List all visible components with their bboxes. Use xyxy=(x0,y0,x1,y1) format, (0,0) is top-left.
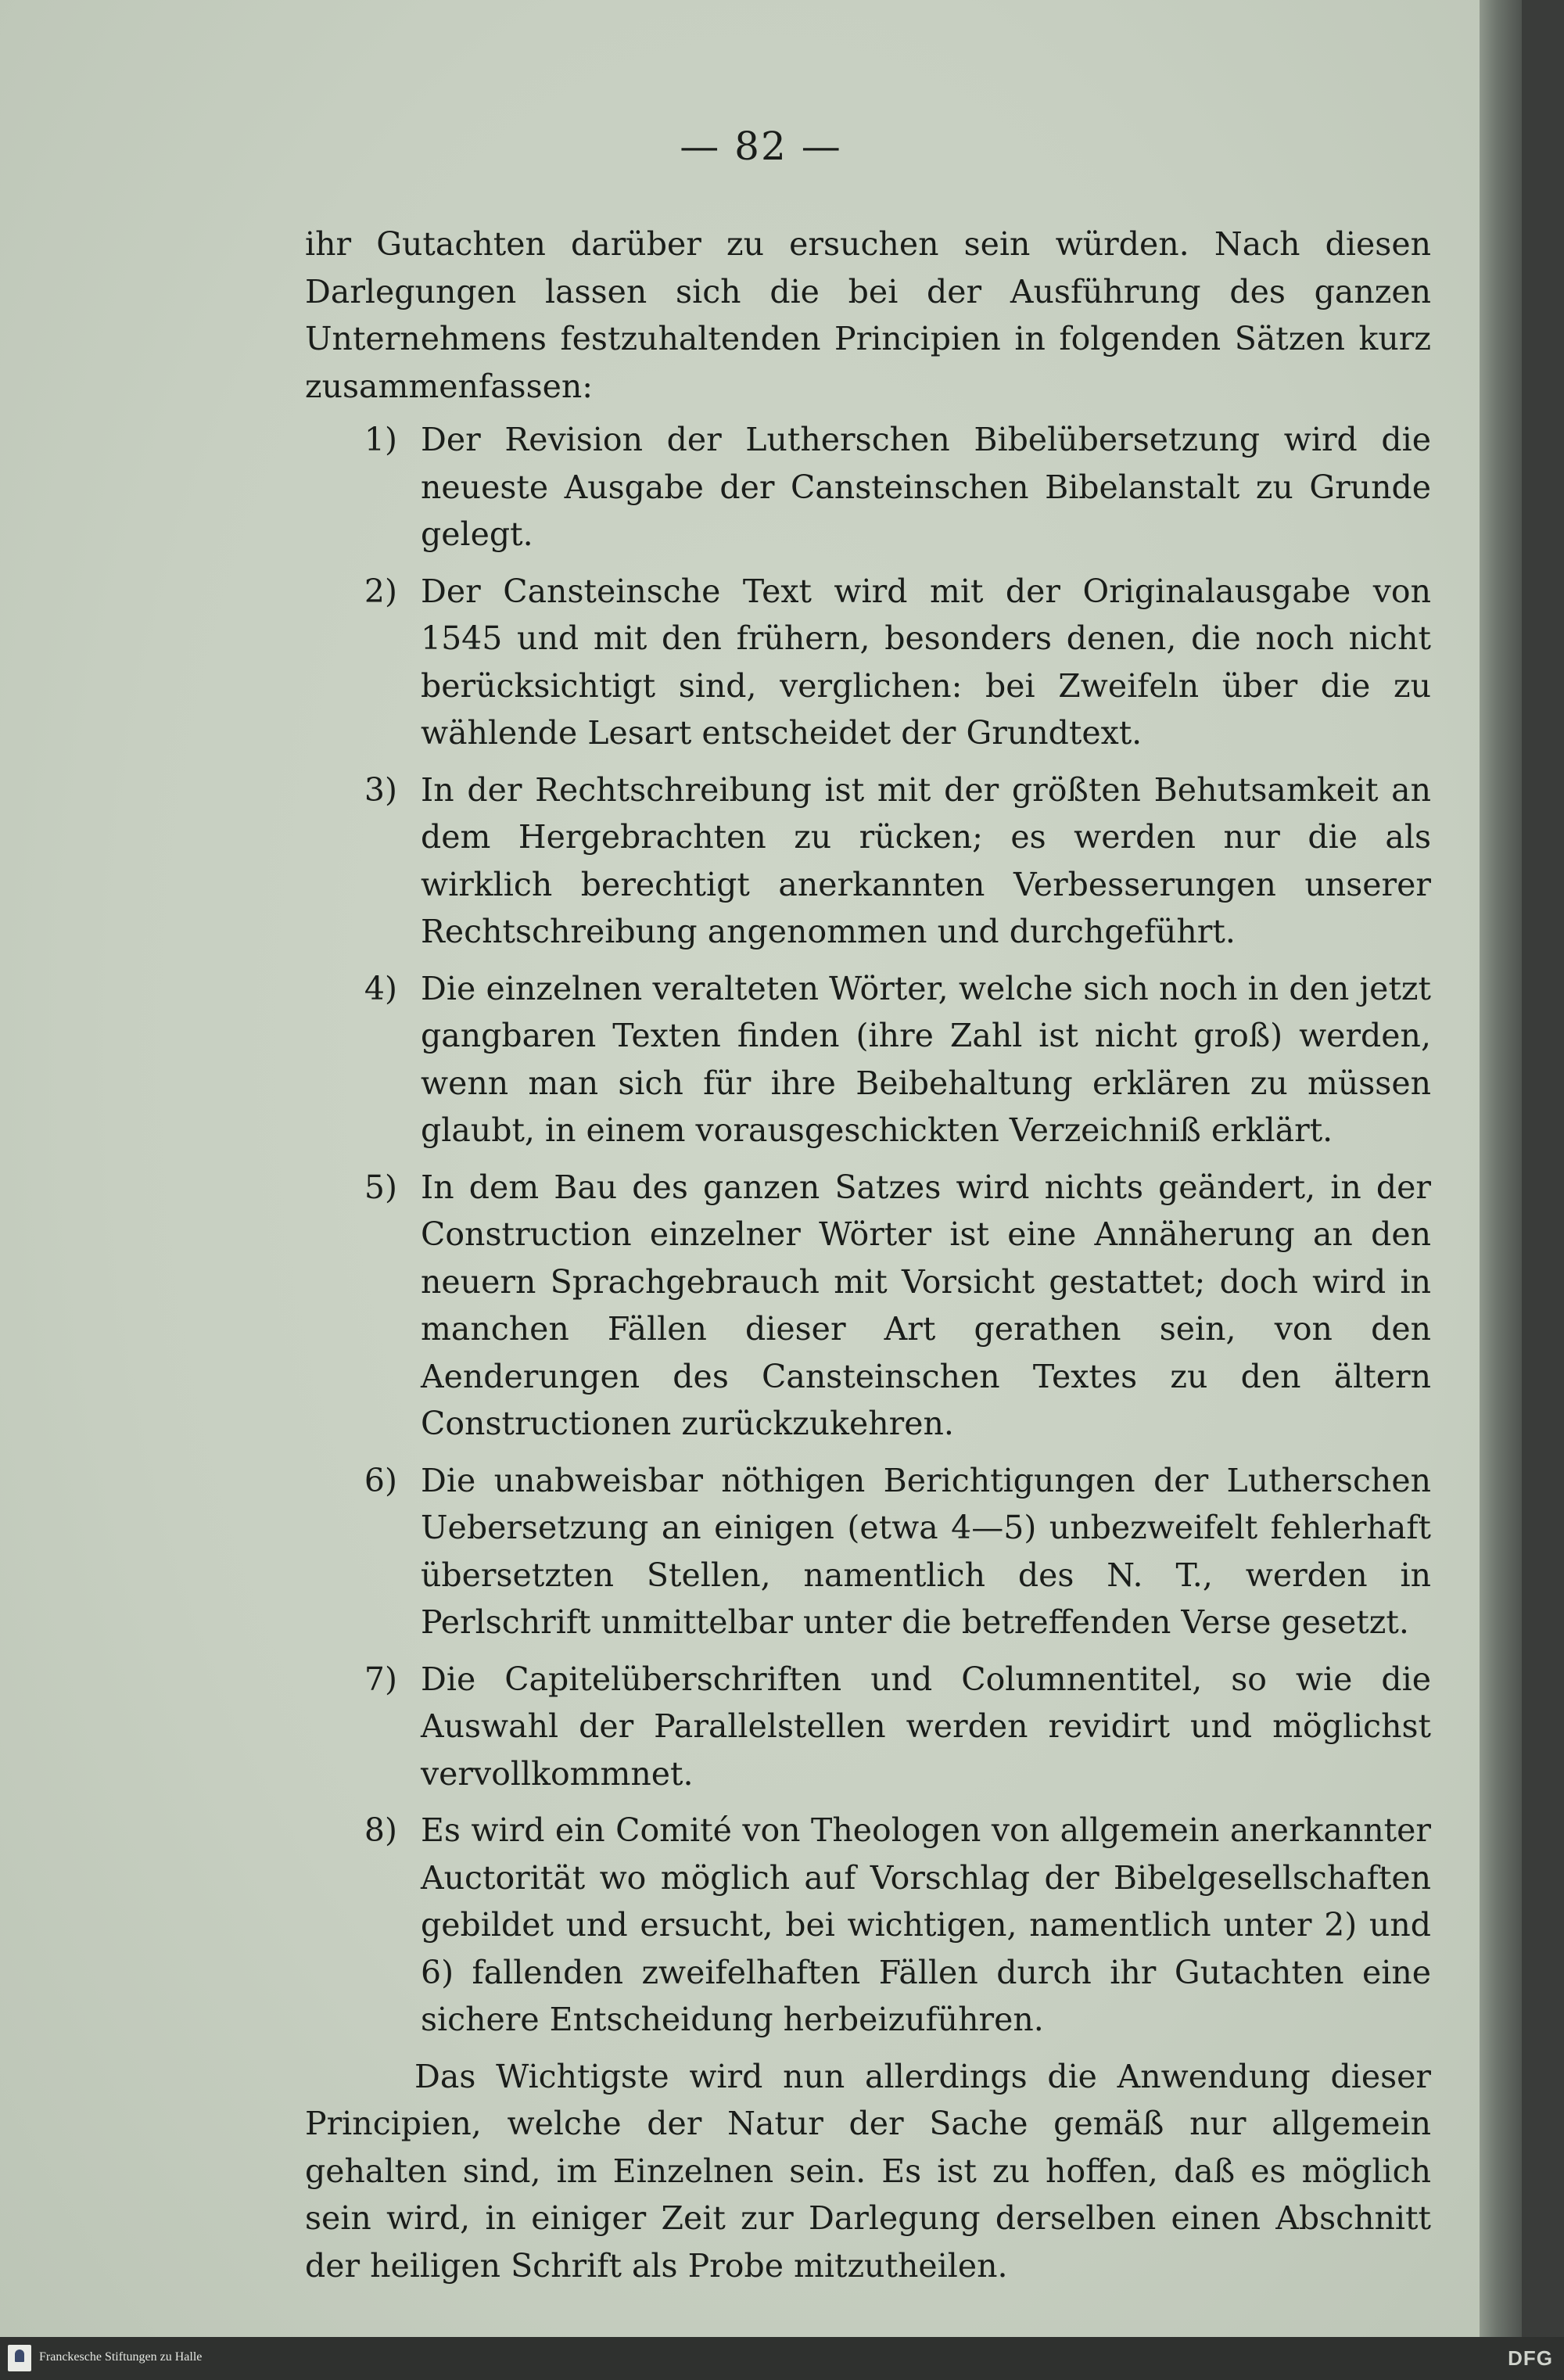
page-body xyxy=(305,221,1431,2289)
list-item-text: Es wird ein Comité von Theologen von allgemein anerkannter Auctorität wo möglich auf Vorschlag der Bibelgesellschaften gebildet und ersucht, bei wichtigen, namentlich unter 2) und 6) fallenden zweifelhaften Fällen durch ihr Gutachten eine sichere Entscheidung herbeizuführen. xyxy=(421,1811,1431,2038)
list-item xyxy=(305,965,1431,1154)
list-item-number: 6) xyxy=(364,1461,397,1499)
list-item-number: 4) xyxy=(364,969,397,1007)
list-item xyxy=(305,416,1431,558)
institution-logo-icon xyxy=(8,2345,31,2371)
list-item xyxy=(305,1656,1431,1798)
intro-paragraph: ihr Gutachten darüber zu ersuchen sein würden. Nach diesen Darlegungen lassen sich die bei der Ausführung des ganzen Unternehmens festzuhaltenden Principien in folgenden Sätzen kurz zusammenfassen: xyxy=(305,225,1431,405)
list-item-number: 7) xyxy=(364,1660,397,1698)
page-edge-shadow xyxy=(1480,0,1522,2337)
list-item xyxy=(305,1457,1431,1646)
closing-paragraph: Das Wichtigste wird nun allerdings die Anwendung dieser Principien, welche der Natur der Sache gemäß nur allgemein gehalten sind, im Einzelnen sein. Es ist zu hoffen, daß es möglich sein wird, in einiger Zeit zur Darlegung derselben einen Abschnitt der heiligen Schrift als Probe mitzutheilen. xyxy=(305,2057,1431,2285)
list-item-text: In der Rechtschreibung ist mit der größten Behutsamkeit an dem Hergebrachten zu rücken; es werden nur die als wirklich berechtigt anerkannten Verbesserungen unserer Rechtschreibung angenommen und durchgeführt. xyxy=(421,770,1431,950)
list-item-text: Die einzelnen veralteten Wörter, welche sich noch in den jetzt gangbaren Texten finden (ihre Zahl ist nicht groß) werden, wenn man sich für ihre Beibehaltung erklären zu müssen glaubt, in einem vorausgeschickten Verzeichniß erklärt. xyxy=(421,969,1431,1149)
list-item-number: 3) xyxy=(364,770,397,809)
list-item-number: 8) xyxy=(364,1811,397,1849)
dfg-mark: DFG xyxy=(1508,2346,1553,2370)
list-item-text: Die unabweisbar nöthigen Berichtigungen der Lutherschen Uebersetzung an einigen (etwa 4—5) unbezweifelt fehlerhaft übersetzten Stellen, namentlich des N. T., werden in Perlschrift unmittelbar unter die betreffenden Verse gesetzt. xyxy=(421,1461,1431,1641)
list-item-text: In dem Bau des ganzen Satzes wird nichts geändert, in der Construction einzelner Wörter ist eine Annäherung an den neuern Sprachgebrauch mit Vorsicht gestattet; doch wird in manchen Fällen dieser Art gerathen sein, von den Aenderungen des Cansteinschen Textes zu den ältern Constructionen zurückzukehren. xyxy=(421,1168,1431,1442)
list-item xyxy=(305,568,1431,757)
list-item-text: Der Revision der Lutherschen Bibelübersetzung wird die neueste Ausgabe der Cansteinschen Bibelanstalt zu Grunde gelegt. xyxy=(421,421,1431,553)
list-item xyxy=(305,1164,1431,1448)
list-item-number: 5) xyxy=(364,1168,397,1206)
principles-list xyxy=(305,416,1431,2044)
institution-label: Franckesche Stiftungen zu Halle xyxy=(39,2350,203,2364)
list-item xyxy=(305,766,1431,956)
list-item-number: 2) xyxy=(364,572,397,610)
list-item xyxy=(305,1807,1431,2044)
page-number: — 82 — xyxy=(680,124,842,169)
list-item-text: Die Capitelüberschriften und Columnentitel, so wie die Auswahl der Parallelstellen werden revidirt und möglichst vervollkommnet. xyxy=(421,1660,1431,1793)
list-item-text: Der Cansteinsche Text wird mit der Originalausgabe von 1545 und mit den frühern, besonders denen, die noch nicht berücksichtigt sind, verglichen: bei Zweifeln über die zu wählende Lesart entscheidet der Grundtext. xyxy=(421,572,1431,752)
list-item-number: 1) xyxy=(364,421,397,458)
viewer-footer xyxy=(0,2337,1564,2380)
